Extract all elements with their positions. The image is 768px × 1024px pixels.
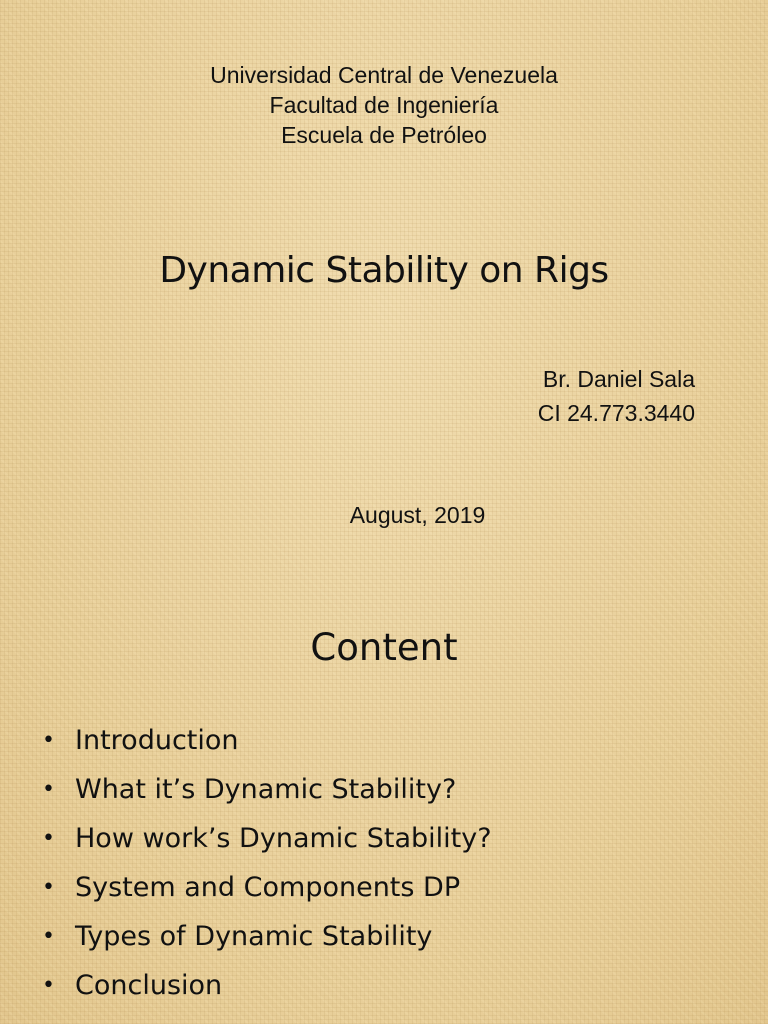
list-item-text: Types of Dynamic Stability (75, 921, 433, 952)
bullet-icon: • (42, 924, 55, 949)
list-item (42, 716, 492, 765)
list-item-text: Introduction (75, 725, 239, 756)
list-item-text: How work’s Dynamic Stability? (75, 823, 492, 854)
list-item (42, 912, 492, 961)
institution-block (0, 60, 768, 150)
bullet-icon: • (42, 728, 55, 753)
school-name: Escuela de Petróleo (281, 122, 487, 148)
list-item-text: System and Components DP (75, 872, 461, 903)
bullet-icon: • (42, 875, 55, 900)
bullet-icon: • (42, 826, 55, 851)
list-item (42, 814, 492, 863)
university-name: Universidad Central de Venezuela (210, 62, 558, 88)
author-name: Br. Daniel Sala (542, 366, 695, 392)
faculty-name: Facultad de Ingeniería (269, 92, 499, 118)
author-block (538, 362, 695, 430)
bullet-icon: • (42, 973, 55, 998)
list-item (42, 765, 492, 814)
list-item-text: Conclusion (75, 970, 223, 1001)
content-list (42, 716, 492, 1010)
list-item-text: What it’s Dynamic Stability? (75, 774, 457, 805)
presentation-date: August, 2019 (349, 502, 486, 528)
list-item (42, 961, 492, 1010)
presentation-title: Dynamic Stability on Rigs (159, 250, 609, 291)
content-title: Content (310, 626, 458, 669)
bullet-icon: • (42, 777, 55, 802)
author-id: CI 24.773.3440 (537, 400, 695, 426)
content-slide (0, 584, 768, 1024)
list-item (42, 863, 492, 912)
